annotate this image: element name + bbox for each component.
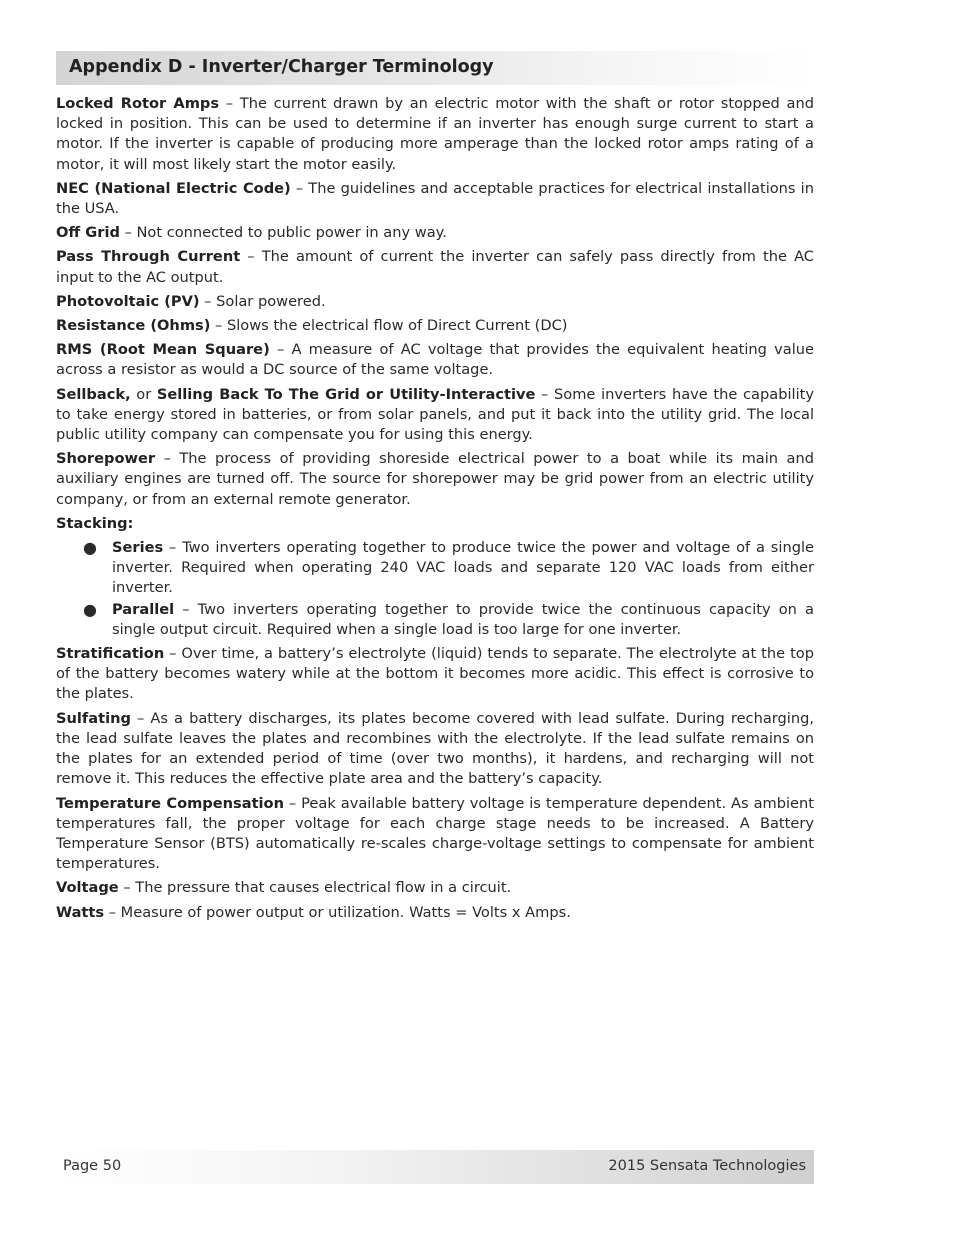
bullet-icon: ● (83, 599, 97, 619)
term-definition: – The process of providing shoreside electrical power to a boat while its main and auxiliary engines are turned off. The source for shorepower may be grid power from an electric utility company, or from an external remote generator. (56, 450, 814, 508)
term-label: NEC (National Electric Code) (56, 179, 291, 197)
term-resistance (56, 316, 814, 336)
term-label: Stratification (56, 645, 165, 663)
term-definition: – The guidelines and acceptable practices for electrical installations in the USA. (56, 179, 814, 218)
term-label: Resistance (Ohms) (56, 317, 211, 335)
term-definition: – Two inverters operating together to produce twice the power and voltage of a single inverter. Required when operating 240 VAC loads and separate 120 VAC loads from either inverter. (112, 539, 814, 597)
term-definition: – Peak available battery voltage is temperature dependent. As ambient temperatures fall, the proper voltage for each charge stage needs to be increased. A Battery Temperature Sensor (BTS) automatically re-scales charge-voltage settings to compensate for ambient temperatures. (56, 794, 815, 873)
term-sulfating (56, 709, 814, 790)
term-temperature-compensation (56, 794, 814, 875)
term-photovoltaic (56, 292, 814, 312)
term-watts (56, 903, 814, 923)
term-label: Sellback, (56, 385, 131, 403)
term-label: Watts (56, 903, 105, 921)
page-title: Appendix D - Inverter/Charger Terminology (69, 57, 494, 77)
term-nec (56, 179, 814, 219)
term-definition: – The current drawn by an electric motor with the shaft or rotor stopped and locked in position. This can be used to determine if an inverter has enough surge current to start a motor. If the inverter is capable of producing more amperage than the locked rotor amps rating of a motor, it will most likely start the motor easily. (56, 95, 814, 173)
term-definition: – Measure of power output or utilization. Watts = Volts x Amps. (104, 903, 571, 921)
term-label: Series (112, 539, 164, 557)
bullet-icon: ● (83, 538, 97, 558)
term-locked-rotor-amps (56, 94, 814, 175)
term-label: Pass Through Current (56, 248, 241, 266)
term-off-grid (56, 223, 814, 243)
term-definition: – Not connected to public power in any way. (119, 224, 447, 242)
term-definition: – Over time, a battery’s electrolyte (liquid) tends to separate. The electrolyte at the top of the battery becomes watery while at the bottom it becomes more acidic. This effect is corrosive to the plates. (56, 645, 814, 703)
term-stacking (56, 514, 814, 534)
page-footer (56, 1150, 814, 1184)
term-definition: – A measure of AC voltage that provides the equivalent heating value across a resistor as would a DC source of the same voltage. (56, 341, 814, 379)
list-item (56, 600, 814, 640)
term-label: Temperature Compensation (56, 794, 284, 812)
term-connector: or (130, 385, 157, 403)
term-label: RMS (Root Mean Square) (56, 341, 270, 359)
term-definition: – Some inverters have the capability to take energy stored in batteries, or from solar panels, and put it back into the utility grid. The local public utility company can compensate you for using this energy. (56, 385, 814, 444)
term-label: Shorepower (56, 450, 156, 468)
term-label: Locked Rotor Amps (56, 95, 220, 112)
list-item (56, 538, 814, 599)
term-rms (56, 340, 814, 380)
term-sellback (56, 385, 814, 446)
term-definition: – The amount of current the inverter can safely pass directly from the AC input to the AC output. (56, 248, 814, 286)
term-shorepower (56, 449, 814, 510)
page-number: Page 50 (63, 1158, 122, 1174)
term-definition: – The pressure that causes electrical flow in a circuit. (118, 879, 512, 897)
term-label-alt: Selling Back To The Grid or Utility-Interactive (156, 385, 536, 403)
term-definition: – Two inverters operating together to provide twice the continuous capacity on a single output circuit. Required when a single load is too large for one inverter. (112, 600, 814, 638)
term-stratification (56, 644, 814, 705)
copyright-text: 2015 Sensata Technologies (608, 1158, 806, 1174)
term-definition: – As a battery discharges, its plates become covered with lead sulfate. During recharging, the lead sulfate leaves the plates and recombines with the electrolyte. If the lead sulfate remains on the plates for an extended period of time (over two months), it hardens, and recharging will not remove it. This reduces the effective plate area and the battery’s capacity. (56, 709, 814, 788)
terminology-list (56, 94, 814, 927)
term-voltage (56, 878, 814, 898)
stacking-list (56, 538, 814, 640)
term-definition: – Solar powered. (199, 292, 326, 310)
term-label: Sulfating (56, 709, 131, 727)
term-label: Stacking: (56, 514, 134, 532)
term-label: Parallel (112, 600, 175, 618)
term-definition: – Slows the electrical flow of Direct Current (DC) (210, 317, 568, 335)
term-label: Voltage (56, 879, 119, 897)
term-label: Off Grid (56, 224, 120, 242)
appendix-header-bar (56, 51, 814, 85)
term-label: Photovoltaic (PV) (56, 292, 200, 310)
term-pass-through-current (56, 247, 814, 287)
